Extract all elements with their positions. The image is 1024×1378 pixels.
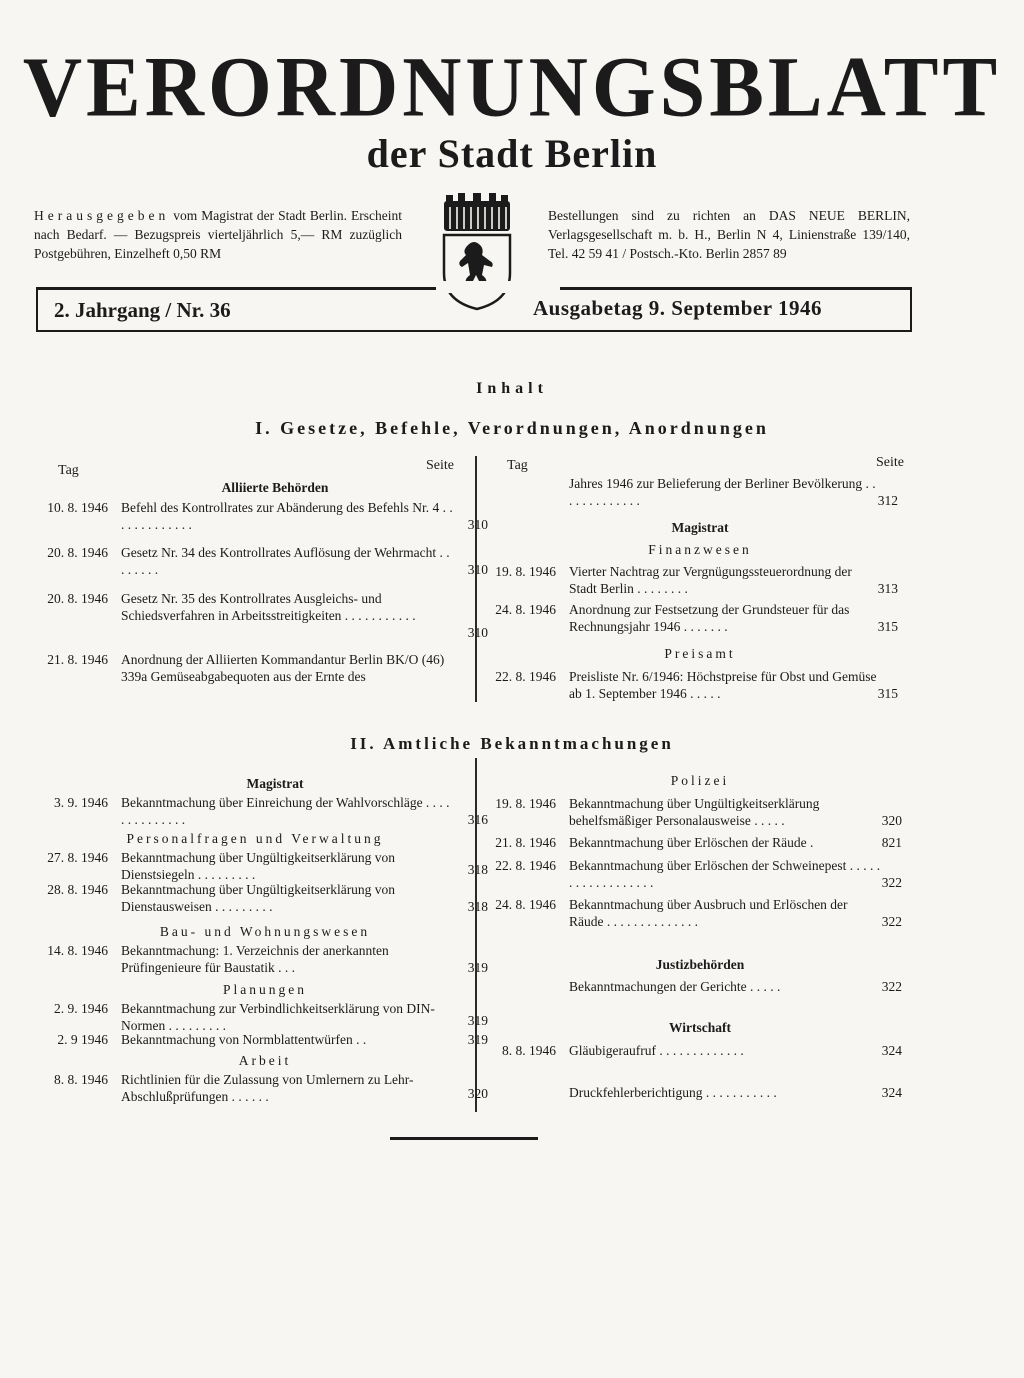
entry-page: 324: [881, 1043, 902, 1058]
entry-title: Druckfehlerberichtigung . . . . . . . . . . .: [569, 1085, 777, 1100]
entry-page: 322: [881, 979, 902, 994]
entry-title: Gläubigeraufruf . . . . . . . . . . . . .: [569, 1043, 744, 1058]
entry-page: 324: [881, 1085, 902, 1100]
entry-title: Bekanntmachung zur Verbindlichkeitserklärung von DIN-Normen . . . . . . . . .: [121, 1001, 435, 1033]
entry-page: 320: [467, 1086, 488, 1101]
entry-date: 22. 8. 1946: [495, 669, 556, 684]
entry-page: 315: [877, 686, 898, 701]
subgroup-heading: Personalfragen und Verwaltung: [126, 831, 384, 846]
entry-date: 8. 8. 1946: [502, 1043, 556, 1058]
group-heading: Wirtschaft: [669, 1020, 731, 1035]
entry-title: Befehl des Kontrollrates zur Abänderung des Befehls Nr. 4 . . . . . . . . . . . . .: [121, 500, 453, 532]
entry-date: 8. 8. 1946: [54, 1072, 108, 1087]
entry-date: 22. 8. 1946: [495, 858, 556, 873]
entry-page: 821: [881, 835, 902, 850]
seite-header-right: Seite: [876, 455, 904, 470]
entry-date: 20. 8. 1946: [47, 545, 108, 560]
group-heading: Alliierte Behörden: [221, 480, 329, 495]
subgroup-heading: Bau- und Wohnungswesen: [159, 924, 371, 939]
entry-title: Bekanntmachung über Erlöschen der Räude .: [569, 835, 814, 850]
masthead-subtitle: der Stadt Berlin: [366, 131, 658, 176]
group-heading: Justizbehörden: [655, 957, 745, 972]
issue-date: Ausgabetag 9. September 1946: [533, 296, 822, 320]
entry-title: Jahres 1946 zur Belieferung der Berliner Bevölkerung . . . . . . . . . . . . .: [569, 476, 876, 508]
entry-page: 318: [467, 899, 488, 914]
entry-page: 316: [467, 812, 488, 827]
entry-title: Bekanntmachung über Ungültigkeitserklärung behelfsmäßiger Personalausweise . . . . .: [569, 796, 820, 828]
entry-date: 21. 8. 1946: [495, 835, 556, 850]
section2-title: II. Amtliche Bekanntmachungen: [350, 734, 674, 753]
entry-date: 19. 8. 1946: [495, 796, 556, 811]
publisher-note-lead: Herausgegeben: [34, 208, 170, 223]
masthead-title: VERORDNUNGSBLATT: [22, 38, 1002, 135]
entry-title: Preisliste Nr. 6/1946: Höchstpreise für Obst und Gemüse ab 1. September 1946 . . . . .: [569, 669, 877, 701]
entry-date: 3. 9. 1946: [54, 795, 108, 810]
entry-date: 24. 8. 1946: [495, 897, 556, 912]
closing-rule: [390, 1137, 538, 1140]
entry-title: Anordnung der Alliierten Kommandantur Berlin BK/O (46) 339a Gemüseabgabequoten aus der Ernte des: [121, 652, 445, 684]
entry-date: 10. 8. 1946: [47, 500, 108, 515]
tag-header-left: Tag: [58, 463, 79, 478]
group-heading: Magistrat: [246, 776, 304, 791]
entry-page: 320: [881, 813, 902, 828]
subgroup-heading: Planungen: [223, 982, 307, 997]
seite-header-left: Seite: [426, 458, 454, 473]
entry-title: Bekanntmachung über Ungültigkeitserklärung von Dienstausweisen . . . . . . . . .: [121, 882, 396, 914]
entry-title: Richtlinien für die Zulassung von Umlernern zu Lehr-Abschlußprüfungen . . . . . .: [121, 1072, 414, 1104]
entry-date: 27. 8. 1946: [47, 850, 108, 865]
entry-title: Bekanntmachungen der Gerichte . . . . .: [569, 979, 781, 994]
subgroup-heading: Arbeit: [238, 1053, 292, 1068]
entry-page: 315: [877, 619, 898, 634]
issue-volume-number: 2. Jahrgang / Nr. 36: [54, 298, 231, 322]
entry-date: 21. 8. 1946: [47, 652, 108, 667]
entry-title: Bekanntmachung über Ausbruch und Erlöschen der Räude . . . . . . . . . . . . . .: [569, 897, 848, 929]
entry-title: Gesetz Nr. 34 des Kontrollrates Auflösung der Wehrmacht . . . . . . . .: [121, 545, 450, 577]
entry-date: 20. 8. 1946: [47, 591, 108, 606]
entry-page: 319: [467, 960, 488, 975]
publisher-note-rest: vom Magistrat der Stadt Berlin. Erscheint nach Bedarf. — Bezugspreis vierteljährlich 5,— RM zuzüglich Postgebühren, Einzelheft 0,50 RM: [34, 208, 402, 261]
subgroup-heading: Finanzwesen: [648, 542, 752, 557]
entry-page: 310: [467, 625, 488, 640]
entry-date: 24. 8. 1946: [495, 602, 556, 617]
entry-date: 19. 8. 1946: [495, 564, 556, 579]
group-heading: Magistrat: [671, 520, 729, 535]
entry-title: Bekanntmachung über Erlöschen der Schweinepest . . . . . . . . . . . . . . . . . .: [569, 858, 881, 890]
entry-title: Bekanntmachung über Ungültigkeitserklärung von Dienstsiegeln . . . . . . . . .: [121, 850, 396, 882]
section1-title: I. Gesetze, Befehle, Verordnungen, Anordnungen: [255, 418, 769, 438]
entry-page: 318: [467, 862, 488, 877]
entry-page: 322: [881, 875, 902, 890]
entry-date: 2. 9. 1946: [54, 1001, 108, 1016]
entry-page: 319: [467, 1013, 488, 1028]
entry-page: 310: [467, 562, 488, 577]
entry-title: Bekanntmachung von Normblattentwürfen . .: [121, 1032, 367, 1047]
entry-date: 28. 8. 1946: [47, 882, 108, 897]
entry-page: 310: [467, 517, 488, 532]
entry-page: 313: [877, 581, 898, 596]
entry-title: Bekanntmachung über Einreichung der Wahlvorschläge . . . . . . . . . . . . . .: [121, 795, 450, 827]
order-note: Bestellungen sind zu richten an DAS NEUE BERLIN, Verlagsgesellschaft m. b. H., Berlin N 4, Linienstraße 139/140, Tel. 42 59 41 / Postsch.-Kto. Berlin 2857 89: [548, 208, 910, 261]
entry-title: Gesetz Nr. 35 des Kontrollrates Ausgleichs- und Schiedsverfahren in Arbeitsstreitigkeiten . . . . . . . . . . .: [121, 591, 416, 623]
publisher-note: [34, 206, 402, 263]
entry-page: 319: [467, 1032, 488, 1047]
entry-page: 322: [881, 914, 902, 929]
subgroup-heading: Polizei: [670, 773, 730, 788]
contents-title: Inhalt: [476, 380, 548, 397]
entry-title: Bekanntmachung: 1. Verzeichnis der anerkannten Prüfingenieure für Baustatik . . .: [121, 943, 389, 975]
subgroup-heading: Preisamt: [664, 646, 736, 661]
tag-header-right: Tag: [507, 458, 528, 473]
entry-page: 312: [877, 493, 898, 508]
entry-date: 2. 9 1946: [57, 1032, 108, 1047]
entry-title: Anordnung zur Festsetzung der Grundsteuer für das Rechnungsjahr 1946 . . . . . . .: [569, 602, 850, 634]
entry-title: Vierter Nachtrag zur Vergnügungssteuerordnung der Stadt Berlin . . . . . . . .: [569, 564, 852, 596]
entry-date: 14. 8. 1946: [47, 943, 108, 958]
